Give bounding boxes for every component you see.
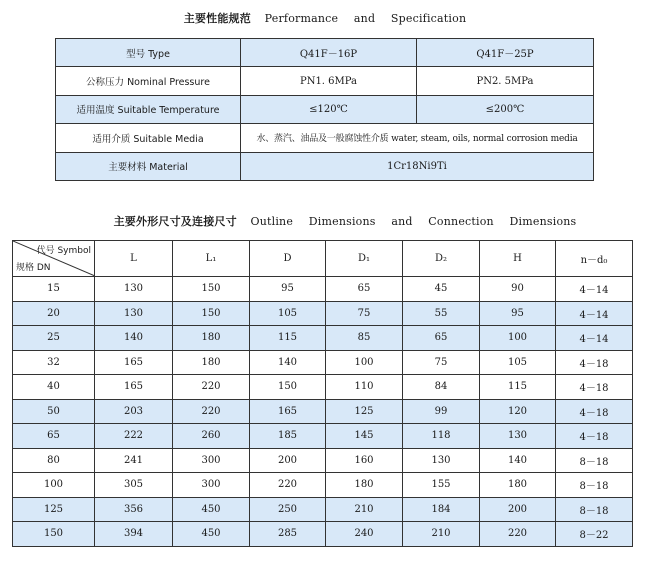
table-cell: 222 [95,424,173,449]
table-cell: 4－14 [556,277,633,302]
table-row [13,473,633,498]
table-row [13,448,633,473]
table-cell: 180 [480,473,556,498]
dimensions-title-en: Outline Dimensions and Connection Dimensions [250,215,577,228]
table-cell: 8－18 [556,497,633,522]
table-cell: 220 [173,375,250,400]
table-cell: 115 [480,375,556,400]
table-cell: 100 [480,326,556,351]
table-cell: 84 [403,375,480,400]
table-cell: 110 [326,375,403,400]
table-cell: 285 [250,522,326,547]
table-cell: 250 [250,497,326,522]
perf-value: PN2. 5MPa [417,67,594,95]
table-cell: 220 [250,473,326,498]
corner-dn-label: 规格 DN [16,263,51,273]
table-cell: 200 [250,448,326,473]
perf-value: 水、蒸汽、油品及一般腐蚀性介质 water, steam, oils, normal corrosion media [241,124,594,152]
table-cell: 4－14 [556,326,633,351]
table-cell: 85 [326,326,403,351]
table-cell: 185 [250,424,326,449]
table-cell: 165 [95,375,173,400]
table-cell: 130 [95,277,173,302]
performance-title [0,10,650,26]
table-row [13,301,633,326]
table-cell: 4－18 [556,399,633,424]
perf-value: Q41F－25P [417,39,594,67]
table-cell: 150 [173,277,250,302]
table-cell: 4－18 [556,350,633,375]
table-cell: 150 [250,375,326,400]
perf-value: PN1. 6MPa [241,67,417,95]
table-cell: 75 [403,350,480,375]
column-header: D₁ [326,241,403,277]
column-header: L₁ [173,241,250,277]
table-cell: 184 [403,497,480,522]
table-cell: 300 [173,448,250,473]
dn-cell: 50 [13,399,95,424]
table-cell: 180 [326,473,403,498]
table-cell: 145 [326,424,403,449]
table-row [13,350,633,375]
table-cell: 241 [95,448,173,473]
dn-cell: 100 [13,473,95,498]
table-cell: 95 [480,301,556,326]
table-cell: 165 [95,350,173,375]
table-cell: 130 [403,448,480,473]
performance-table [55,38,594,181]
table-cell: 305 [95,473,173,498]
perf-value: 1Cr18Ni9Ti [241,152,594,180]
column-header: H [480,241,556,277]
dn-cell: 150 [13,522,95,547]
table-cell: 4－14 [556,301,633,326]
dn-cell: 65 [13,424,95,449]
table-cell: 180 [173,326,250,351]
dimensions-table-body [13,241,633,547]
table-cell: 105 [480,350,556,375]
dn-cell: 15 [13,277,95,302]
perf-value: ≤200℃ [417,95,594,123]
table-row [13,399,633,424]
table-row [13,375,633,400]
table-cell: 105 [250,301,326,326]
table-cell: 140 [95,326,173,351]
perf-value: ≤120℃ [241,95,417,123]
table-cell: 130 [95,301,173,326]
dimensions-title-cn: 主要外形尺寸及连接尺寸 [113,215,237,228]
table-cell: 8－18 [556,473,633,498]
dn-cell: 32 [13,350,95,375]
table-cell: 65 [403,326,480,351]
table-cell: 450 [173,522,250,547]
dn-cell: 25 [13,326,95,351]
perf-row-material [56,152,594,180]
dn-cell: 40 [13,375,95,400]
column-header: D [250,241,326,277]
table-cell: 140 [480,448,556,473]
table-row [13,497,633,522]
dn-cell: 80 [13,448,95,473]
table-cell: 200 [480,497,556,522]
dimensions-table [12,240,633,547]
table-cell: 140 [250,350,326,375]
table-cell: 120 [480,399,556,424]
column-header: L [95,241,173,277]
table-cell: 125 [326,399,403,424]
performance-title-cn: 主要性能规范 [183,12,251,25]
table-cell: 220 [480,522,556,547]
table-cell: 220 [173,399,250,424]
perf-value: Q41F－16P [241,39,417,67]
table-cell: 45 [403,277,480,302]
table-cell: 4－18 [556,375,633,400]
table-cell: 99 [403,399,480,424]
performance-title-en: Performance and Specification [264,12,467,25]
table-cell: 75 [326,301,403,326]
table-cell: 8－22 [556,522,633,547]
table-cell: 130 [480,424,556,449]
perf-row-type [56,39,594,67]
table-cell: 118 [403,424,480,449]
table-cell: 155 [403,473,480,498]
column-header: D₂ [403,241,480,277]
table-row [13,326,633,351]
table-row [13,522,633,547]
dimensions-header-row [13,241,633,277]
table-cell: 100 [326,350,403,375]
perf-row-media [56,124,594,152]
table-cell: 356 [95,497,173,522]
perf-row-temperature [56,95,594,123]
corner-cell [13,241,95,277]
table-cell: 300 [173,473,250,498]
table-cell: 8－18 [556,448,633,473]
perf-label: 适用介质 Suitable Media [56,124,241,152]
table-cell: 394 [95,522,173,547]
table-row [13,277,633,302]
perf-label: 公称压力 Nominal Pressure [56,67,241,95]
table-cell: 160 [326,448,403,473]
table-cell: 165 [250,399,326,424]
table-cell: 4－18 [556,424,633,449]
table-row [13,424,633,449]
column-header: n－d₀ [556,241,633,277]
table-cell: 210 [326,497,403,522]
dn-cell: 125 [13,497,95,522]
table-cell: 450 [173,497,250,522]
table-cell: 115 [250,326,326,351]
table-cell: 180 [173,350,250,375]
table-cell: 65 [326,277,403,302]
table-cell: 210 [403,522,480,547]
dn-cell: 20 [13,301,95,326]
table-cell: 90 [480,277,556,302]
corner-symbol-label: 代号 Symbol [36,246,91,256]
table-cell: 260 [173,424,250,449]
table-cell: 150 [173,301,250,326]
perf-row-pressure [56,67,594,95]
table-cell: 55 [403,301,480,326]
dimensions-title [20,213,650,229]
perf-label: 适用温度 Suitable Temperature [56,95,241,123]
table-cell: 240 [326,522,403,547]
table-cell: 203 [95,399,173,424]
perf-label: 型号 Type [56,39,241,67]
table-cell: 95 [250,277,326,302]
perf-label: 主要材料 Material [56,152,241,180]
